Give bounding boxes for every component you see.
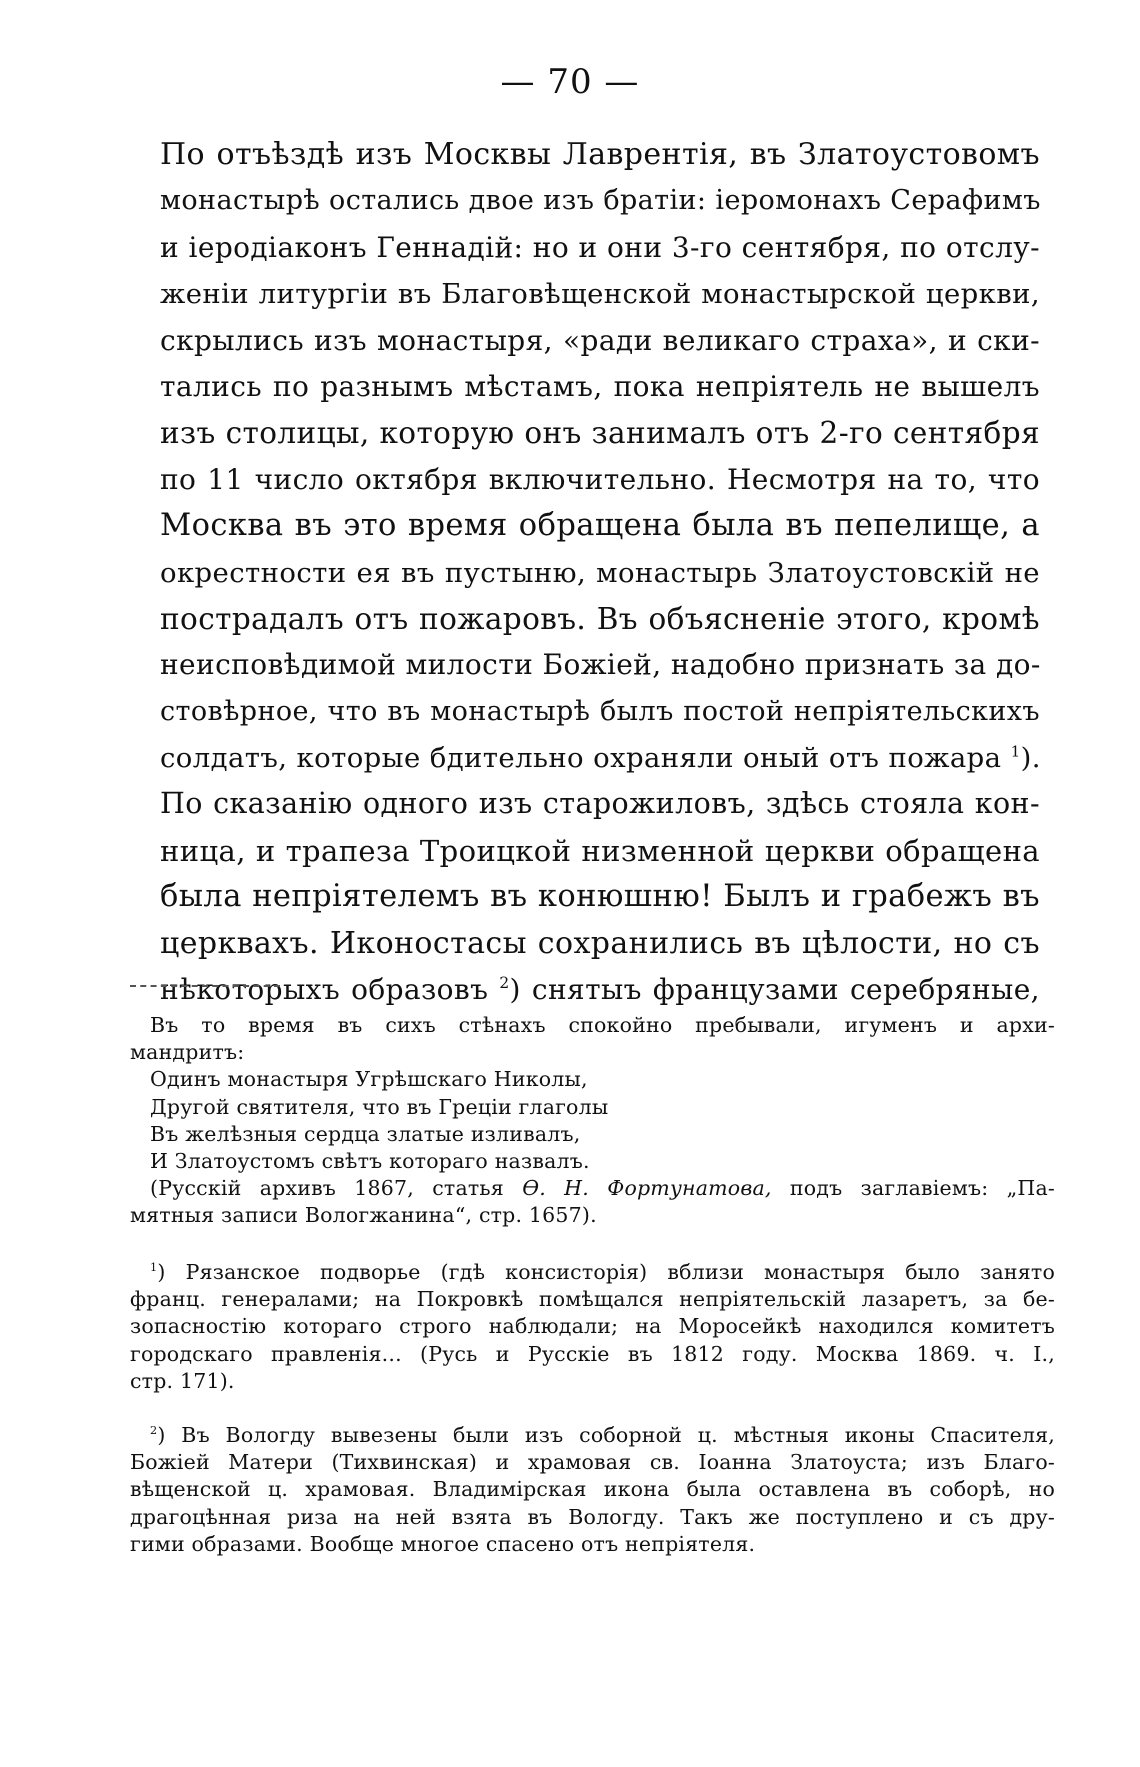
footnote-divider	[130, 985, 280, 987]
footnote-line: стр. 171).	[130, 1368, 235, 1393]
text-line: стовѣрное, что въ монастырѣ былъ постой непріятельскихъ	[160, 695, 1040, 727]
text-line: монастырѣ остались двое изъ братіи: іеромонахъ Серафимъ	[160, 185, 1041, 217]
text-line: изъ столицы, которую онъ занималъ отъ 2-го сентября	[160, 416, 1040, 451]
page-number: — 70 —	[500, 62, 640, 102]
footnote-ref: 1	[1010, 742, 1021, 761]
poem-line: И Златоустомъ свѣтъ котораго назвалъ.	[150, 1148, 590, 1173]
footnote-text: ) Рязанское подворье (гдѣ консисторія) вблизи монастыря было занято	[157, 1260, 1055, 1284]
footnote-line: мандритъ:	[130, 1040, 245, 1065]
text-segment: снятыъ французами серебряные,	[531, 973, 1040, 1007]
main-text	[160, 132, 1040, 1013]
footnote-ref: 2	[499, 974, 510, 993]
text-line: неисповѣдимой милости Божіей, надобно признать за до-	[160, 648, 1041, 682]
source-text: подъ заглавіемъ: „Па-	[789, 1176, 1056, 1201]
poem-line: Одинъ монастыря Угрѣшскаго Николы,	[150, 1067, 588, 1092]
text-line: По сказанію одного изъ старожиловъ, здѣсь стояла кон-	[160, 787, 1040, 821]
text-line: была непріятелемъ въ конюшню! Былъ и грабежъ въ	[160, 879, 1040, 915]
text-line: по 11 число октября включительно. Несмотря на то, что	[160, 462, 1040, 496]
footnote-line: городскаго правленія... (Русь и Русскіе въ 1812 году. Москва 1869. ч. I.,	[130, 1341, 1055, 1366]
text-line: скрылись изъ монастыря, «ради великаго страха», и ски-	[160, 323, 1040, 357]
text-line: окрестности ея въ пустыню, монастырь Златоустовскій не	[160, 556, 1040, 589]
footnote-ref-tail: ).	[1020, 742, 1041, 775]
footnote-verse	[130, 1012, 1055, 1230]
footnote-source-line	[130, 1175, 1055, 1202]
footnote-line: франц. генералами; на Покровкѣ помѣщался непріятельскій лазаретъ, за бе-	[130, 1287, 1055, 1312]
text-line: пострадалъ отъ пожаровъ. Въ объясненіе этого, кромѣ	[160, 601, 1040, 636]
poem-line: Другой святителя, что въ Греціи глаголы	[150, 1094, 609, 1119]
footnote-line: вѣщенской ц. храмовая. Владимірская икона была оставлена въ соборѣ, но	[130, 1477, 1055, 1502]
footnote-line: Божіей Матери (Тихвинская) и храмовая св. Іоанна Златоуста; изъ Благо-	[130, 1450, 1055, 1475]
text-segment: солдатъ, которые бдительно охраняли оный отъ пожара	[160, 742, 1002, 775]
text-line: Москва въ это время обращена была въ пепелище, а	[160, 508, 1040, 544]
footnote-line: зопасностію котораго строго наблюдали; на Моросейкѣ находился комитетъ	[130, 1314, 1055, 1339]
text-line-with-ref	[160, 967, 1040, 1013]
footnote-line: мятныя записи Вологжанина“, стр. 1657).	[130, 1203, 597, 1228]
footnote-marker: 1	[150, 1261, 158, 1275]
text-line: и іеродіаконъ Геннадій: но и они 3-го сентября, по отслу-	[160, 230, 1040, 264]
footnote-2	[130, 1422, 1055, 1558]
text-line-with-ref	[160, 735, 1040, 781]
text-line: ница, и трапеза Троицкой низменной церкви обращена	[160, 833, 1040, 868]
footnote-first-line	[130, 1259, 1055, 1286]
source-author: Ѳ. Н. Фортунатова,	[522, 1176, 772, 1201]
footnote-1	[130, 1259, 1055, 1395]
poem-line: Въ желѣзныя сердца златые изливалъ,	[150, 1121, 581, 1146]
source-text: (Русскій архивъ 1867, статья	[150, 1176, 504, 1201]
footnote-first-line	[130, 1422, 1055, 1449]
footnote-text: ) Въ Вологду вывезены были изъ соборной ц. мѣстныя иконы Спасителя,	[157, 1423, 1055, 1447]
text-line: По отъѣздѣ изъ Москвы Лаврентія, въ Златоустовомъ	[160, 137, 1040, 172]
text-line: женіи литургіи въ Благовѣщенской монастырской церкви,	[160, 278, 1040, 311]
footnote-marker: 2	[150, 1424, 158, 1438]
footnote-line: драгоцѣнная риза на ней взята въ Вологду. Такъ же поступлено и съ дру-	[130, 1504, 1055, 1529]
footnote-ref-tail: )	[509, 973, 521, 1007]
footnote-line: Въ то время въ сихъ стѣнахъ спокойно пребывали, игуменъ и архи-	[150, 1013, 1055, 1037]
footnote-line: гими образами. Вообще многое спасено отъ непріятеля.	[130, 1531, 756, 1556]
text-line: церквахъ. Иконостасы сохранились въ цѣлости, но съ	[160, 925, 1040, 961]
text-segment: нѣкоторыхъ образовъ	[160, 973, 489, 1007]
text-line: тались по разнымъ мѣстамъ, пока непріятель не вышелъ	[160, 369, 1040, 403]
